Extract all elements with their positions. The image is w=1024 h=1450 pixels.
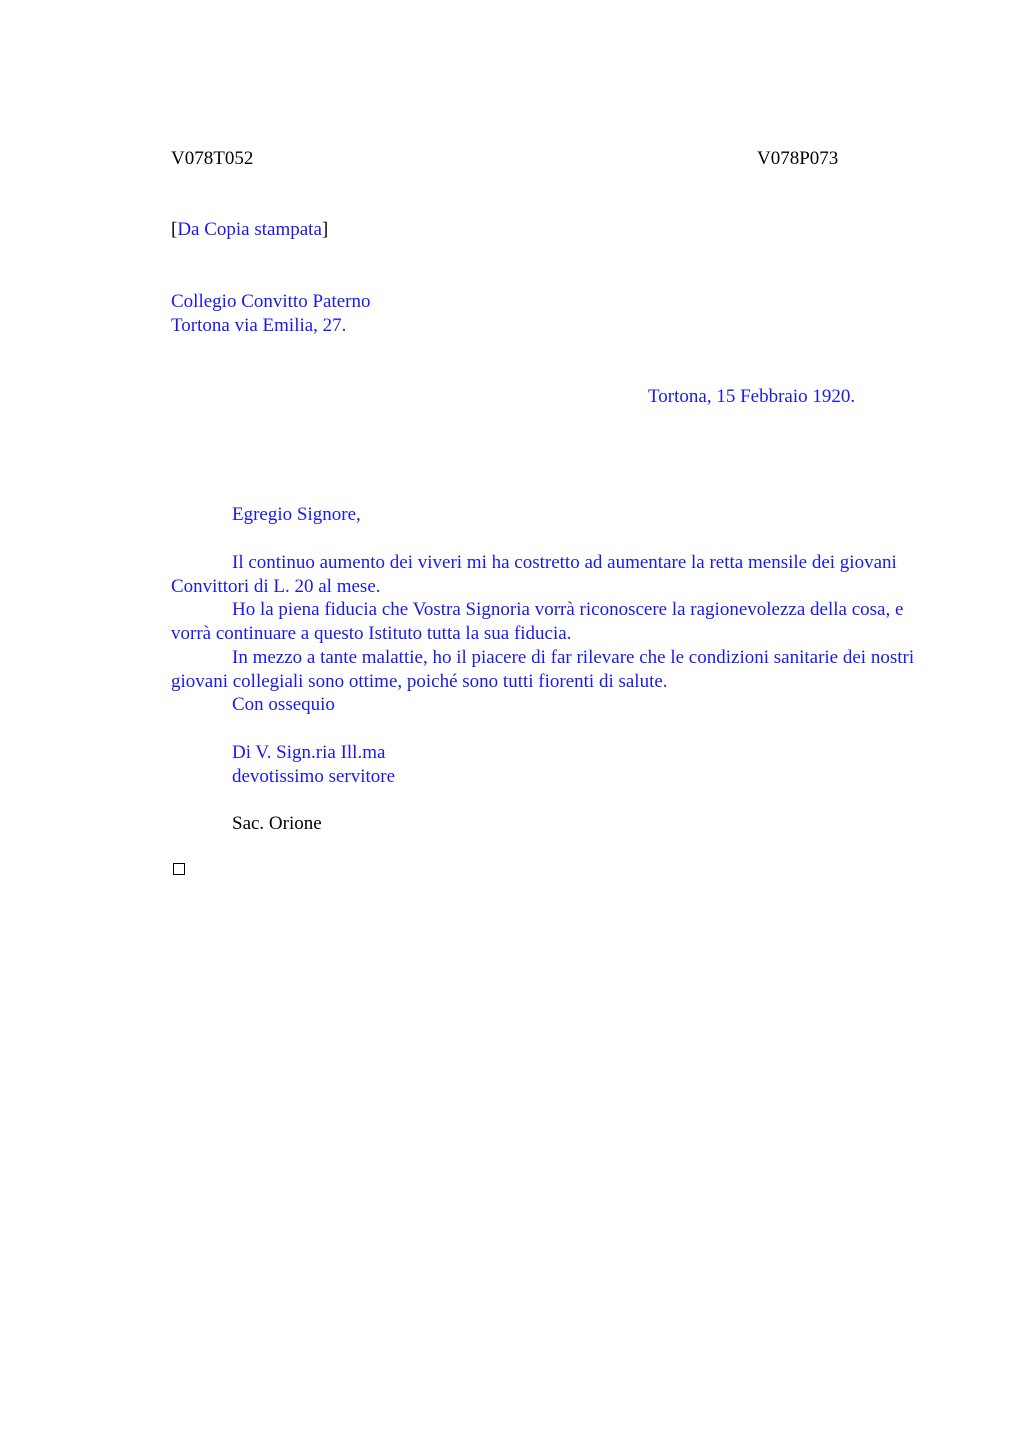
signature-line-2: devotissimo servitore bbox=[232, 766, 396, 787]
source-note-text: Da Copia stampata bbox=[177, 219, 322, 240]
end-of-document-box-icon bbox=[173, 863, 185, 875]
source-note-close-bracket: ] bbox=[321, 219, 329, 240]
letter-paragraph bbox=[171, 551, 931, 599]
institution-address: Tortona via Emilia, 27. bbox=[171, 315, 347, 336]
letter-salutation: Egregio Signore, bbox=[232, 504, 361, 525]
institution-name: Collegio Convitto Paterno bbox=[171, 291, 371, 312]
letter-paragraph-text: Il continuo aumento dei viveri mi ha costretto ad aumentare la retta mensile dei giovani Convittori di L. 20 al mese. bbox=[171, 552, 897, 597]
source-note bbox=[171, 218, 328, 242]
document-code-left: V078T052 bbox=[171, 148, 254, 169]
signature-line-1: Di V. Sign.ria Ill.ma bbox=[232, 742, 386, 763]
letter-closing: Con ossequio bbox=[232, 694, 335, 715]
signature-name: Sac. Orione bbox=[232, 813, 322, 834]
document-code-right: V078P073 bbox=[757, 148, 839, 169]
source-note-open-bracket: [ bbox=[171, 219, 178, 240]
letter-paragraph-text: In mezzo a tante malattie, ho il piacere di far rilevare che le condizioni sanitarie dei nostri giovani collegiali sono ottime, poiché sono tutti fiorenti di salute. bbox=[171, 647, 915, 692]
letter-paragraph bbox=[171, 598, 931, 646]
letter-paragraph bbox=[171, 646, 931, 694]
letter-date: Tortona, 15 Febbraio 1920. bbox=[648, 386, 856, 407]
letter-paragraph-text: Ho la piena fiducia che Vostra Signoria vorrà riconoscere la ragionevolezza della cosa, e vorrà continuare a questo Istituto tutta la sua fiducia. bbox=[171, 599, 904, 644]
